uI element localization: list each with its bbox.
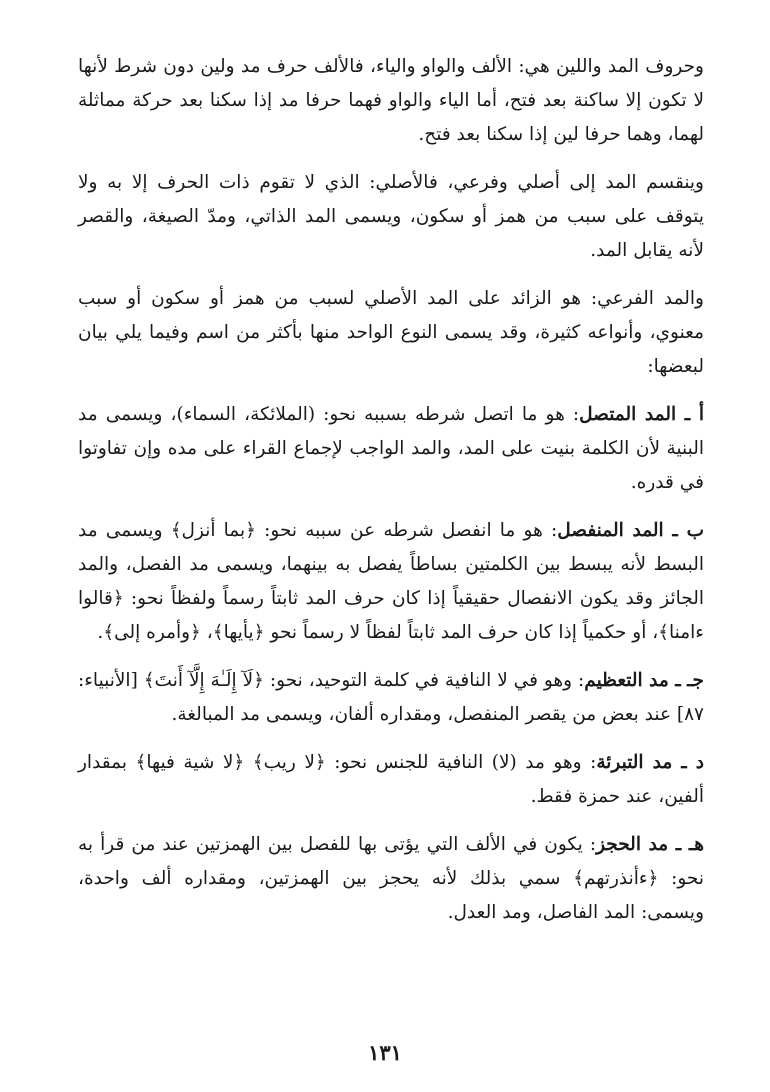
page-number: ١٣١ (368, 1040, 402, 1065)
paragraph-hajz (78, 828, 704, 930)
paragraph-hajz-text: : يكون في الألف التي يؤتى بها للفصل بين الهمزتين عند من قرأ به نحو: ﴿ءأنذرتهم﴾ سمي بذلك لأنه يحجز بين الهمزتين، ومقداره ألف واحدة، ويسمى: المد الفاصل، ومد العدل. (78, 834, 704, 923)
paragraph-3 (78, 282, 704, 384)
paragraph-tabriah-lead: د ـ مد التبرئة (596, 752, 704, 773)
paragraph-2-text: وينقسم المد إلى أصلي وفرعي، فالأصلي: الذي لا تقوم ذات الحرف إلا به ولا يتوقف على سبب من همز أو سكون، ويسمى المد الذاتي، ومدّ الصيغة، والقصر لأنه يقابل المد. (78, 172, 704, 261)
paragraph-tazim-lead: جـ ـ مد التعظيم (584, 670, 704, 691)
paragraph-1-text: وحروف المد واللين هي: الألف والواو والياء، فالألف حرف مد ولين دون شرط لأنها لا تكون إلا ساكنة بعد فتح، أما الياء والواو فهما حرفا مد إذا سكنا بعد حركة مماثلة لهما، وهما حرفا لين إذا سكنا بعد فتح. (78, 56, 704, 145)
paragraph-munfasil (78, 514, 704, 650)
paragraph-tazim (78, 664, 704, 732)
paragraph-hajz-lead: هـ ـ مد الحجز (596, 834, 705, 855)
paragraph-munfasil-text: : هو ما انفصل شرطه عن سببه نحو: ﴿بما أنزل﴾ ويسمى مد البسط لأنه يبسط بين الكلمتين بساطاً يفصل به بينهما، ويسمى مد الفصل، والمد الجائز وقد يكون الانفصال حقيقياً إذا كان حرف المد ثابتاً رسماً ولفظاً نحو: ﴿قالوا ءامنا﴾، أو حكمياً إذا كان حرف المد ثابتاً لفظاً لا رسماً نحو ﴿يأيها﴾، ﴿وأمره إلى﴾. (78, 520, 704, 643)
paragraph-muttasil (78, 398, 704, 500)
paragraph-tazim-text: : وهو في لا النافية في كلمة التوحيد، نحو: ﴿لَآ إِلَـٰهَ إِلَّآ أَنتَ﴾ [الأنبياء: ٨٧] عند بعض من يقصر المنفصل، ومقداره ألفان، ويسمى مد المبالغة. (78, 670, 704, 725)
paragraph-muttasil-text: : هو ما اتصل شرطه بسببه نحو: (الملائكة، السماء)، ويسمى مد البنية لأن الكلمة بنيت على المد، والمد الواجب لإجماع القراء على مده وإن تفاوتوا في قدره. (78, 404, 704, 493)
paragraph-muttasil-lead: أ ـ المد المتصل (579, 404, 704, 425)
paragraph-munfasil-lead: ب ـ المد المنفصل (557, 520, 705, 541)
paragraph-1 (78, 50, 704, 152)
paragraph-2 (78, 166, 704, 268)
paragraph-tabriah (78, 746, 704, 814)
paragraph-3-text: والمد الفرعي: هو الزائد على المد الأصلي لسبب من همز أو سكون أو سبب معنوي، وأنواعه كثيرة، وقد يسمى النوع الواحد منها بأكثر من اسم وفيما يلي بيان لبعضها: (78, 288, 704, 377)
page-body (78, 50, 704, 944)
paragraph-tabriah-text: : وهو مد (لا) النافية للجنس نحو: ﴿لا ريب﴾ ﴿لا شية فيها﴾ بمقدار ألفين، عند حمزة فقط. (78, 752, 704, 807)
